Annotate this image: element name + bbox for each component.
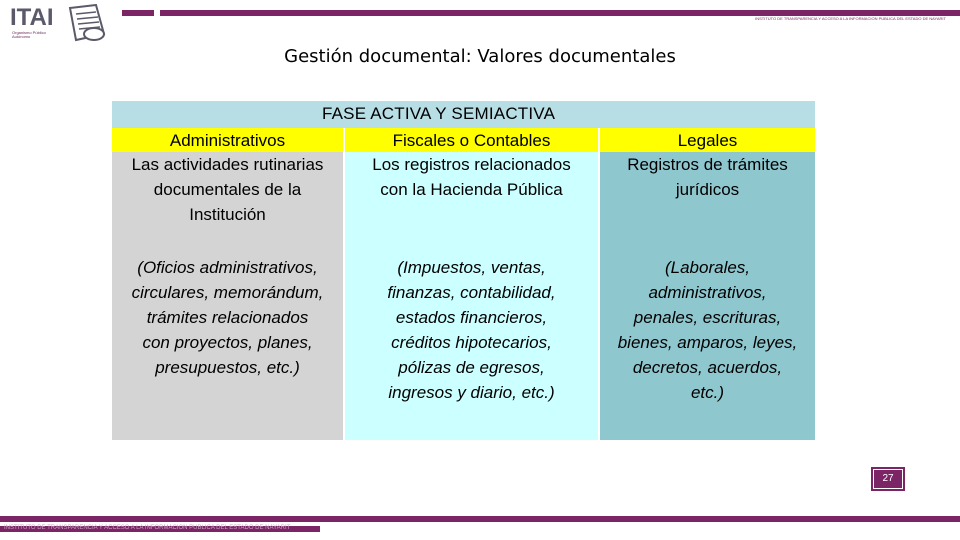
example-line: (Oficios administrativos, [137, 258, 318, 277]
example-line: créditos hipotecarios, [391, 333, 552, 352]
description-line: Institución [189, 205, 266, 224]
column-heading: Administrativos [112, 128, 343, 152]
example-line: con proyectos, planes, [142, 333, 313, 352]
example-line: etc.) [690, 383, 725, 402]
example-line: ingresos y diario, etc.) [388, 383, 555, 402]
bottom-accent-bar [0, 516, 960, 522]
example-line: circulares, memorándum, [131, 283, 324, 302]
example-line: finanzas, contabilidad, [387, 283, 556, 302]
example-line: decretos, acuerdos, [632, 358, 783, 377]
top-accent-bar-short [122, 10, 154, 16]
example-line: pólizas de egresos, [398, 358, 545, 377]
logo-subtext: Organismo Público Autónomo [12, 30, 46, 39]
description-line: Registros de trámites [627, 155, 788, 174]
page-number: 27 [882, 473, 894, 484]
phase-header-label: FASE ACTIVA Y SEMIACTIVA [322, 104, 556, 123]
description-line: Los registros relacionados [372, 155, 571, 174]
example-line: (Impuestos, ventas, [397, 258, 546, 277]
document-values-table [112, 101, 815, 440]
example-line: administrativos, [648, 283, 767, 302]
column-examples [600, 255, 815, 405]
page-number-badge [871, 467, 905, 491]
example-line: penales, escrituras, [633, 308, 782, 327]
column-legales [600, 128, 815, 440]
example-line: estados financieros, [395, 308, 548, 327]
description-line: con la Hacienda Pública [380, 180, 563, 199]
column-administrativos [112, 128, 343, 440]
header-institute-line: INSTITUTO DE TRANSPARENCIA Y ACCESO A LA INFORMACION PUBLICA DEL ESTADO DE NAYARIT [755, 16, 946, 21]
footer-institute-line: INSTITUTO DE TRANSPARENCIA Y ACCESO A LA INFORMACION PUBLICA DEL ESTADO DE NAYARIT [4, 525, 291, 531]
example-line: bienes, amparos, leyes, [617, 333, 798, 352]
column-examples [112, 255, 343, 380]
phase-header [112, 101, 815, 128]
column-examples [345, 255, 598, 405]
description-line: jurídicos [675, 180, 740, 199]
example-line: presupuestos, etc.) [155, 358, 300, 377]
page-number-frame [873, 469, 903, 489]
column-description [345, 152, 598, 202]
column-heading: Fiscales o Contables [345, 128, 598, 152]
column-description [600, 152, 815, 202]
page-title: Gestión documental: Valores documentales [284, 46, 676, 67]
column-description [112, 152, 343, 227]
description-line: Las actividades rutinarias [131, 155, 324, 174]
logo-text: ITAI [10, 4, 54, 31]
description-line: documentales de la [153, 180, 302, 199]
column-heading: Legales [600, 128, 815, 152]
document-icon [64, 4, 110, 44]
example-line: (Laborales, [664, 258, 751, 277]
itai-logo [6, 4, 110, 44]
column-fiscales [345, 128, 598, 440]
example-line: trámites relacionados [146, 308, 309, 327]
